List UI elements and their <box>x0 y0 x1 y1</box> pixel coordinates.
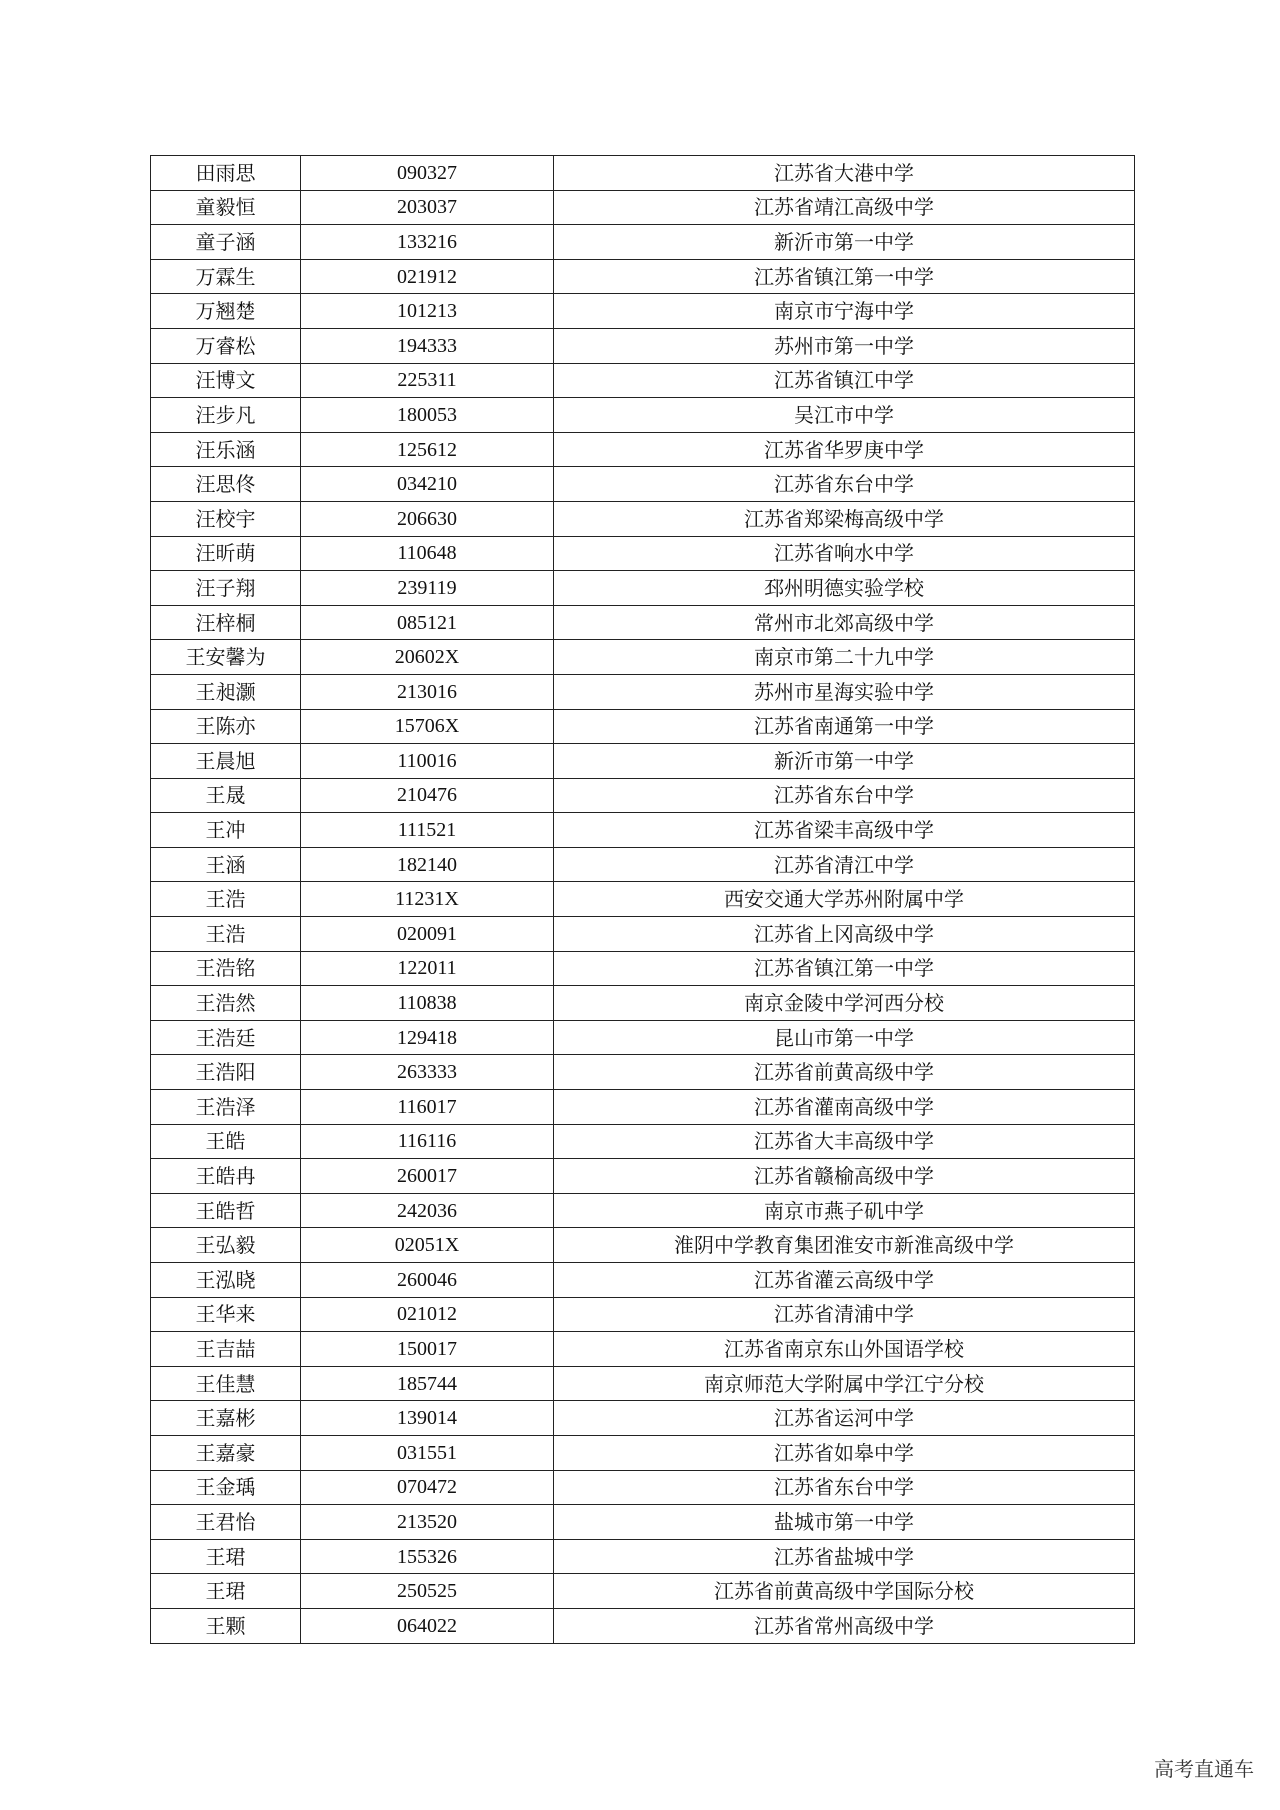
table-row <box>151 1020 1135 1055</box>
student-id-cell: 194333 <box>301 328 554 363</box>
student-id-cell: 122011 <box>301 951 554 986</box>
student-id-cell: 155326 <box>301 1539 554 1574</box>
table-row <box>151 674 1135 709</box>
table-row <box>151 225 1135 260</box>
student-id-cell: 090327 <box>301 156 554 191</box>
school-name-cell: 江苏省常州高级中学 <box>554 1608 1135 1643</box>
table-row <box>151 709 1135 744</box>
school-name-cell: 吴江市中学 <box>554 398 1135 433</box>
school-name-cell: 淮阴中学教育集团淮安市新淮高级中学 <box>554 1228 1135 1263</box>
student-name-cell: 万翘楚 <box>151 294 301 329</box>
table-row <box>151 605 1135 640</box>
student-id-cell: 206630 <box>301 501 554 536</box>
student-name-cell: 王涵 <box>151 847 301 882</box>
school-name-cell: 江苏省大丰高级中学 <box>554 1124 1135 1159</box>
school-name-cell: 江苏省华罗庚中学 <box>554 432 1135 467</box>
table-row <box>151 847 1135 882</box>
school-name-cell: 江苏省郑梁梅高级中学 <box>554 501 1135 536</box>
student-id-cell: 021012 <box>301 1297 554 1332</box>
student-name-cell: 童子涵 <box>151 225 301 260</box>
table-row <box>151 951 1135 986</box>
student-name-cell: 王浩然 <box>151 986 301 1021</box>
student-id-cell: 210476 <box>301 778 554 813</box>
school-name-cell: 江苏省镇江第一中学 <box>554 259 1135 294</box>
table-row <box>151 1505 1135 1540</box>
student-name-cell: 汪步凡 <box>151 398 301 433</box>
student-name-cell: 王吉喆 <box>151 1332 301 1367</box>
table-row <box>151 363 1135 398</box>
student-name-cell: 汪思佟 <box>151 467 301 502</box>
student-name-cell: 王浩泽 <box>151 1090 301 1125</box>
table-row <box>151 328 1135 363</box>
school-name-cell: 江苏省如皋中学 <box>554 1435 1135 1470</box>
school-name-cell: 南京市宁海中学 <box>554 294 1135 329</box>
student-id-cell: 111521 <box>301 813 554 848</box>
school-name-cell: 江苏省清江中学 <box>554 847 1135 882</box>
student-id-cell: 116116 <box>301 1124 554 1159</box>
table-row <box>151 1193 1135 1228</box>
table-row <box>151 1332 1135 1367</box>
school-name-cell: 江苏省上冈高级中学 <box>554 917 1135 952</box>
student-name-cell: 王安馨为 <box>151 640 301 675</box>
school-name-cell: 新沂市第一中学 <box>554 744 1135 779</box>
table-row <box>151 432 1135 467</box>
student-name-cell: 汪校宇 <box>151 501 301 536</box>
student-name-cell: 王浩阳 <box>151 1055 301 1090</box>
student-name-cell: 王浩廷 <box>151 1020 301 1055</box>
student-name-cell: 王浩铭 <box>151 951 301 986</box>
student-id-cell: 133216 <box>301 225 554 260</box>
student-name-cell: 汪博文 <box>151 363 301 398</box>
student-name-cell: 王昶灏 <box>151 674 301 709</box>
student-id-cell: 085121 <box>301 605 554 640</box>
table-row <box>151 1263 1135 1298</box>
student-name-cell: 王皓冉 <box>151 1159 301 1194</box>
table-row <box>151 1090 1135 1125</box>
student-id-cell: 225311 <box>301 363 554 398</box>
table-row <box>151 190 1135 225</box>
table-row <box>151 398 1135 433</box>
roster-table-container <box>150 155 1135 1644</box>
student-name-cell: 王冲 <box>151 813 301 848</box>
school-name-cell: 南京市燕子矶中学 <box>554 1193 1135 1228</box>
student-name-cell: 王皓哲 <box>151 1193 301 1228</box>
student-id-cell: 260046 <box>301 1263 554 1298</box>
student-id-cell: 125612 <box>301 432 554 467</box>
student-name-cell: 万霖生 <box>151 259 301 294</box>
table-row <box>151 156 1135 191</box>
student-name-cell: 王浩 <box>151 882 301 917</box>
student-id-cell: 250525 <box>301 1574 554 1609</box>
table-row <box>151 467 1135 502</box>
school-name-cell: 江苏省运河中学 <box>554 1401 1135 1436</box>
student-id-cell: 239119 <box>301 571 554 606</box>
table-row <box>151 882 1135 917</box>
table-row <box>151 1124 1135 1159</box>
student-name-cell: 王晨旭 <box>151 744 301 779</box>
student-id-cell: 034210 <box>301 467 554 502</box>
student-id-cell: 20602X <box>301 640 554 675</box>
table-row <box>151 501 1135 536</box>
table-row <box>151 744 1135 779</box>
student-id-cell: 110648 <box>301 536 554 571</box>
student-name-cell: 王君怡 <box>151 1505 301 1540</box>
school-name-cell: 江苏省前黄高级中学国际分校 <box>554 1574 1135 1609</box>
school-name-cell: 盐城市第一中学 <box>554 1505 1135 1540</box>
table-row <box>151 1539 1135 1574</box>
school-name-cell: 新沂市第一中学 <box>554 225 1135 260</box>
student-name-cell: 王晟 <box>151 778 301 813</box>
table-row <box>151 294 1135 329</box>
school-name-cell: 江苏省梁丰高级中学 <box>554 813 1135 848</box>
student-name-cell: 田雨思 <box>151 156 301 191</box>
student-name-cell: 王珺 <box>151 1539 301 1574</box>
table-row <box>151 1574 1135 1609</box>
student-id-cell: 185744 <box>301 1366 554 1401</box>
table-row <box>151 1470 1135 1505</box>
table-row <box>151 778 1135 813</box>
school-name-cell: 江苏省清浦中学 <box>554 1297 1135 1332</box>
watermark-text: 高考直通车 <box>1154 1757 1254 1781</box>
school-name-cell: 江苏省东台中学 <box>554 467 1135 502</box>
student-name-cell: 汪乐涵 <box>151 432 301 467</box>
table-row <box>151 1401 1135 1436</box>
student-id-cell: 070472 <box>301 1470 554 1505</box>
school-name-cell: 江苏省东台中学 <box>554 1470 1135 1505</box>
student-name-cell: 王颗 <box>151 1608 301 1643</box>
school-name-cell: 邳州明德实验学校 <box>554 571 1135 606</box>
student-name-cell: 王珺 <box>151 1574 301 1609</box>
student-name-cell: 王陈亦 <box>151 709 301 744</box>
table-row <box>151 1608 1135 1643</box>
table-row <box>151 1366 1135 1401</box>
student-id-cell: 180053 <box>301 398 554 433</box>
student-id-cell: 110838 <box>301 986 554 1021</box>
table-row <box>151 917 1135 952</box>
table-row <box>151 1159 1135 1194</box>
table-row <box>151 1055 1135 1090</box>
table-row <box>151 986 1135 1021</box>
student-id-cell: 02051X <box>301 1228 554 1263</box>
student-id-cell: 11231X <box>301 882 554 917</box>
student-name-cell: 汪昕萌 <box>151 536 301 571</box>
student-name-cell: 王嘉豪 <box>151 1435 301 1470</box>
student-id-cell: 242036 <box>301 1193 554 1228</box>
student-id-cell: 110016 <box>301 744 554 779</box>
school-name-cell: 江苏省赣榆高级中学 <box>554 1159 1135 1194</box>
student-name-cell: 王佳慧 <box>151 1366 301 1401</box>
school-name-cell: 江苏省盐城中学 <box>554 1539 1135 1574</box>
school-name-cell: 江苏省灌南高级中学 <box>554 1090 1135 1125</box>
school-name-cell: 江苏省南通第一中学 <box>554 709 1135 744</box>
table-row <box>151 571 1135 606</box>
table-row <box>151 1435 1135 1470</box>
student-id-cell: 031551 <box>301 1435 554 1470</box>
school-name-cell: 南京师范大学附属中学江宁分校 <box>554 1366 1135 1401</box>
roster-table-body <box>151 156 1135 1644</box>
student-id-cell: 213016 <box>301 674 554 709</box>
student-id-cell: 139014 <box>301 1401 554 1436</box>
student-id-cell: 203037 <box>301 190 554 225</box>
school-name-cell: 江苏省靖江高级中学 <box>554 190 1135 225</box>
school-name-cell: 苏州市星海实验中学 <box>554 674 1135 709</box>
student-id-cell: 021912 <box>301 259 554 294</box>
student-name-cell: 王金瑀 <box>151 1470 301 1505</box>
student-name-cell: 王泓晓 <box>151 1263 301 1298</box>
school-name-cell: 常州市北郊高级中学 <box>554 605 1135 640</box>
student-id-cell: 15706X <box>301 709 554 744</box>
student-name-cell: 童毅恒 <box>151 190 301 225</box>
student-id-cell: 263333 <box>301 1055 554 1090</box>
student-name-cell: 万睿松 <box>151 328 301 363</box>
student-id-cell: 260017 <box>301 1159 554 1194</box>
table-row <box>151 813 1135 848</box>
table-row <box>151 640 1135 675</box>
student-id-cell: 116017 <box>301 1090 554 1125</box>
table-row <box>151 1228 1135 1263</box>
student-id-cell: 150017 <box>301 1332 554 1367</box>
student-name-cell: 王浩 <box>151 917 301 952</box>
student-name-cell: 汪子翔 <box>151 571 301 606</box>
school-name-cell: 苏州市第一中学 <box>554 328 1135 363</box>
school-name-cell: 江苏省镇江中学 <box>554 363 1135 398</box>
school-name-cell: 南京金陵中学河西分校 <box>554 986 1135 1021</box>
student-id-cell: 182140 <box>301 847 554 882</box>
student-name-cell: 王嘉彬 <box>151 1401 301 1436</box>
school-name-cell: 南京市第二十九中学 <box>554 640 1135 675</box>
student-name-cell: 王弘毅 <box>151 1228 301 1263</box>
school-name-cell: 江苏省响水中学 <box>554 536 1135 571</box>
roster-table <box>150 155 1135 1644</box>
student-id-cell: 101213 <box>301 294 554 329</box>
table-row <box>151 1297 1135 1332</box>
school-name-cell: 江苏省灌云高级中学 <box>554 1263 1135 1298</box>
school-name-cell: 江苏省镇江第一中学 <box>554 951 1135 986</box>
school-name-cell: 西安交通大学苏州附属中学 <box>554 882 1135 917</box>
student-name-cell: 汪梓桐 <box>151 605 301 640</box>
school-name-cell: 江苏省前黄高级中学 <box>554 1055 1135 1090</box>
student-id-cell: 020091 <box>301 917 554 952</box>
school-name-cell: 江苏省南京东山外国语学校 <box>554 1332 1135 1367</box>
student-id-cell: 129418 <box>301 1020 554 1055</box>
school-name-cell: 江苏省东台中学 <box>554 778 1135 813</box>
student-id-cell: 213520 <box>301 1505 554 1540</box>
table-row <box>151 259 1135 294</box>
school-name-cell: 昆山市第一中学 <box>554 1020 1135 1055</box>
school-name-cell: 江苏省大港中学 <box>554 156 1135 191</box>
table-row <box>151 536 1135 571</box>
student-name-cell: 王皓 <box>151 1124 301 1159</box>
student-id-cell: 064022 <box>301 1608 554 1643</box>
student-name-cell: 王华来 <box>151 1297 301 1332</box>
